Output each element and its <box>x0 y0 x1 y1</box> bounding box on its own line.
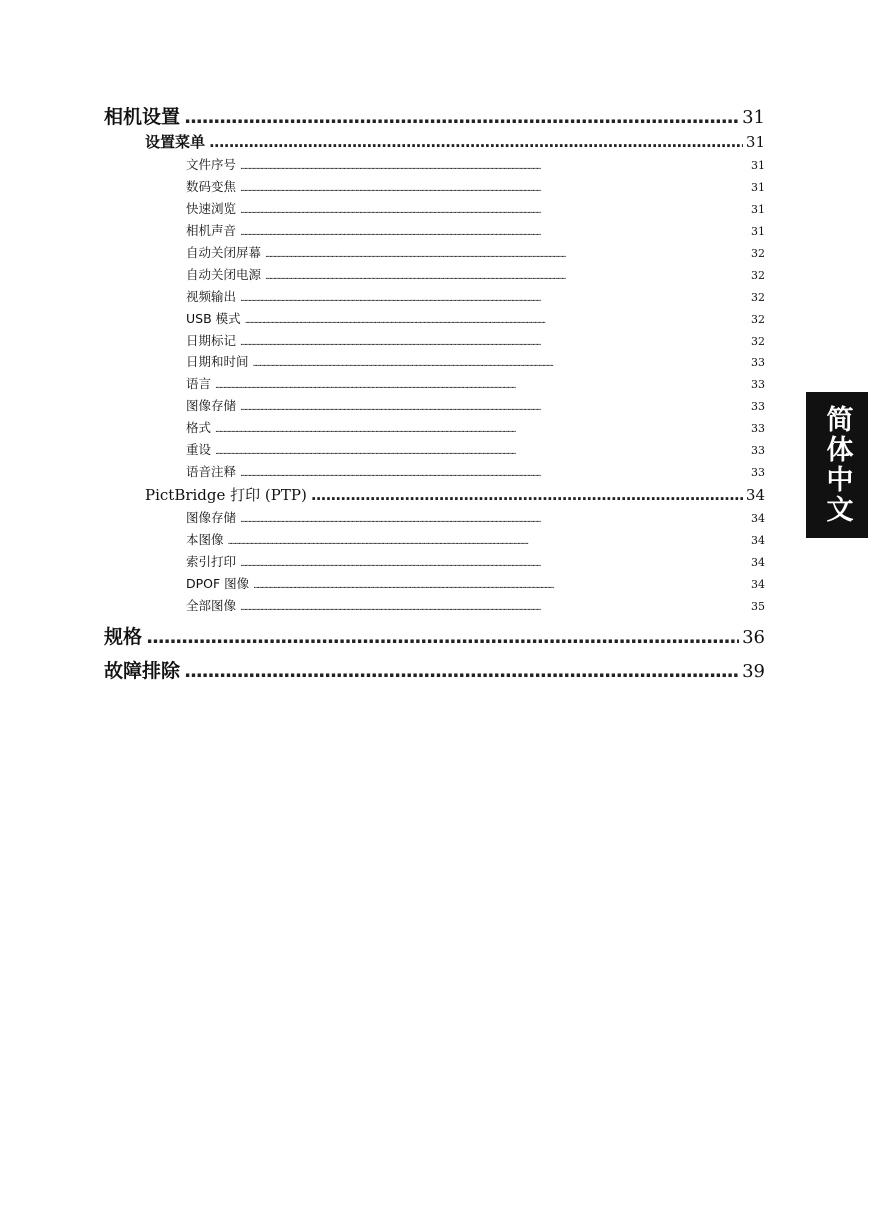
toc-entry-page-number: 36 <box>742 627 765 648</box>
toc-entry-page-number: 33 <box>751 422 765 435</box>
toc-entry[interactable] <box>186 574 765 592</box>
dot-leader <box>240 515 748 525</box>
toc-entry-page-number: 31 <box>751 203 765 216</box>
dot-leader <box>228 537 748 547</box>
dot-leader <box>245 316 748 326</box>
dot-leader <box>265 250 748 260</box>
toc-entry-title: 图像存储 <box>186 398 237 413</box>
dot-leader <box>311 486 743 504</box>
toc-entry-page-number: 32 <box>751 335 765 348</box>
toc-entry-page-number: 31 <box>751 225 765 238</box>
toc-entry-page-number: 34 <box>751 556 765 569</box>
toc-entry-title: DPOF 图像 <box>186 576 250 591</box>
toc-entry-title: 本图像 <box>186 532 224 547</box>
dot-leader <box>240 603 748 613</box>
toc-entry[interactable] <box>186 552 765 570</box>
language-tab-label: 简体中文 <box>821 405 853 525</box>
toc-entry[interactable] <box>186 177 765 195</box>
toc-entry[interactable] <box>186 462 765 480</box>
toc-entry-page-number: 31 <box>751 181 765 194</box>
toc-entry-title: 规格 <box>104 626 143 648</box>
dot-leader <box>240 228 748 238</box>
toc-entry-page-number: 32 <box>751 269 765 282</box>
toc-entry-page-number: 34 <box>745 486 765 504</box>
toc-entry-page-number: 31 <box>751 159 765 172</box>
dot-leader <box>265 272 748 282</box>
toc-entry-title: USB 模式 <box>186 311 241 326</box>
dot-leader <box>253 581 748 591</box>
dot-leader <box>240 403 748 413</box>
toc-entry-page-number: 32 <box>751 291 765 304</box>
toc-entry-title: 语音注释 <box>186 464 237 479</box>
dot-leader <box>240 294 748 304</box>
toc-entry[interactable] <box>186 440 765 458</box>
toc-entry-title: 索引打印 <box>186 554 237 569</box>
toc-entry[interactable] <box>186 530 765 548</box>
toc-entry-title: 设置菜单 <box>145 133 206 151</box>
dot-leader <box>215 447 748 457</box>
toc-entry-page-number: 31 <box>745 133 765 151</box>
toc-entry-title: 快速浏览 <box>186 201 237 216</box>
toc-entry-title: 自动关闭屏幕 <box>186 245 262 260</box>
toc-entry[interactable] <box>145 131 765 153</box>
dot-leader <box>146 626 739 648</box>
dot-leader <box>215 381 748 391</box>
toc-entry[interactable] <box>186 418 765 436</box>
dot-leader <box>240 184 748 194</box>
dot-leader <box>240 469 748 479</box>
toc-entry[interactable] <box>104 622 765 648</box>
toc-entry-title: 日期标记 <box>186 333 237 348</box>
dot-leader <box>240 162 748 172</box>
dot-leader <box>184 106 739 128</box>
toc-entry[interactable] <box>186 331 765 349</box>
dot-leader <box>240 338 748 348</box>
toc-entry-title: 全部图像 <box>186 598 237 613</box>
toc-entry[interactable] <box>186 155 765 173</box>
language-tab <box>806 392 868 538</box>
toc-entry-title: 自动关闭电源 <box>186 267 262 282</box>
dot-leader <box>240 206 748 216</box>
toc-entry[interactable] <box>186 309 765 327</box>
dot-leader <box>215 425 748 435</box>
toc-entry[interactable] <box>186 221 765 239</box>
toc-entry-page-number: 33 <box>751 378 765 391</box>
toc-entry-title: 文件序号 <box>186 157 237 172</box>
toc-entry-page-number: 33 <box>751 400 765 413</box>
toc-entry-title: 格式 <box>186 420 212 435</box>
toc-entry-page-number: 33 <box>751 466 765 479</box>
toc-entry[interactable] <box>186 596 765 614</box>
toc-entry-page-number: 33 <box>751 356 765 369</box>
toc-entry-page-number: 33 <box>751 444 765 457</box>
toc-entry[interactable] <box>186 508 765 526</box>
dot-leader <box>184 660 739 682</box>
toc-entry[interactable] <box>186 396 765 414</box>
toc-entry-page-number: 32 <box>751 247 765 260</box>
toc-entry-title: 日期和时间 <box>186 354 249 369</box>
toc-entry[interactable] <box>104 102 765 128</box>
toc-entry-title: 语言 <box>186 376 212 391</box>
toc-entry-title: 故障排除 <box>104 660 181 682</box>
toc-entry[interactable] <box>186 352 765 370</box>
toc-entry[interactable] <box>186 374 765 392</box>
toc-entry-title: 相机声音 <box>186 223 237 238</box>
toc-entry-page-number: 32 <box>751 313 765 326</box>
toc-entry-page-number: 35 <box>751 600 765 613</box>
toc-entry-page-number: 34 <box>751 534 765 547</box>
toc-entry[interactable] <box>145 484 765 506</box>
toc-entry[interactable] <box>104 656 765 682</box>
toc-entry-title: 相机设置 <box>104 106 181 128</box>
toc-entry-title: 视频输出 <box>186 289 237 304</box>
dot-leader <box>209 133 743 151</box>
toc-entry[interactable] <box>186 287 765 305</box>
toc-entry-page-number: 34 <box>751 512 765 525</box>
toc-entry-title: 数码变焦 <box>186 179 237 194</box>
dot-leader <box>240 559 748 569</box>
toc-entry-page-number: 31 <box>742 107 765 128</box>
toc-entry-title: PictBridge 打印 (PTP) <box>145 486 307 504</box>
toc-entry[interactable] <box>186 199 765 217</box>
toc-entry[interactable] <box>186 243 765 261</box>
toc-entry-page-number: 34 <box>751 578 765 591</box>
toc-entry-title: 重设 <box>186 442 212 457</box>
dot-leader <box>253 359 748 369</box>
toc-entry-title: 图像存储 <box>186 510 237 525</box>
toc-entry-page-number: 39 <box>742 661 765 682</box>
toc-entry[interactable] <box>186 265 765 283</box>
